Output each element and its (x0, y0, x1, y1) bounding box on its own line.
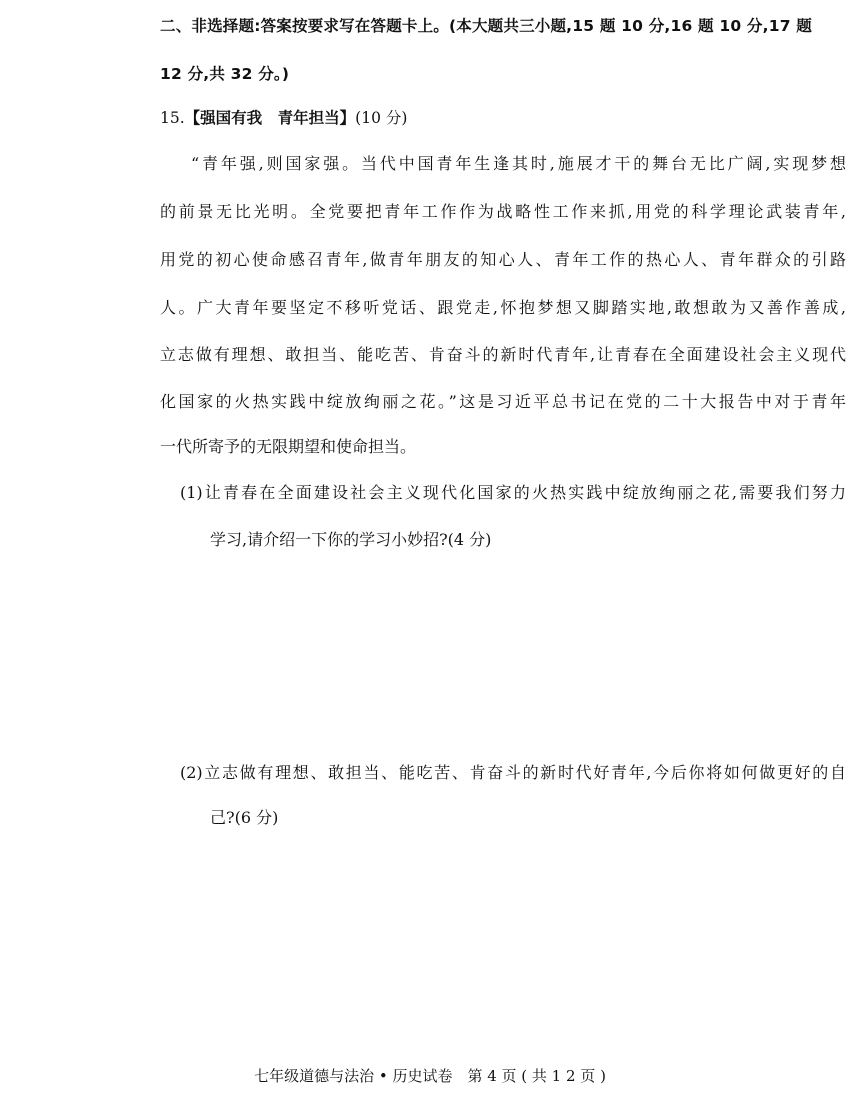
question-theme: 【强国有我 青年担当】 (184, 109, 356, 127)
passage-line: 立志做有理想、敢担当、能吃苦、肯奋斗的新时代青年,让青春在全面建设社会主义现代 (160, 345, 846, 364)
question-points: (10 分) (355, 109, 408, 127)
sub-question-1-line-1: (1)让青春在全面建设社会主义现代化国家的火热实践中绽放绚丽之花,需要我们努力 (180, 483, 846, 502)
passage-line: 用党的初心使命感召青年,做青年朋友的知心人、青年工作的热心人、青年群众的引路 (160, 250, 846, 269)
passage-line: 化国家的火热实践中绽放绚丽之花。”这是习近平总书记在党的二十大报告中对于青年 (160, 392, 846, 411)
question-15-title (160, 108, 407, 128)
passage-line: 一代所寄予的无限期望和使命担当。 (160, 437, 417, 456)
sub-question-2-line-1: (2)立志做有理想、敢担当、能吃苦、肯奋斗的新时代好青年,今后你将如何做更好的自 (180, 763, 846, 782)
passage-line: “青年强,则国家强。当代中国青年生逢其时,施展才干的舞台无比广阔,实现梦想 (191, 154, 846, 173)
page-footer: 七年级道德与法治 • 历史试卷 第 4 页 ( 共 1 2 页 ) (254, 1067, 606, 1085)
question-number: 15. (160, 109, 185, 127)
passage-line: 的前景无比光明。全党要把青年工作作为战略性工作来抓,用党的科学理论武装青年, (160, 202, 846, 221)
section-heading-line-1: 二、非选择题:答案按要求写在答题卡上。(本大题共三小题,15 题 10 分,16 题 10 分,17 题 (160, 17, 812, 35)
passage-line: 人。广大青年要坚定不移听党话、跟党走,怀抱梦想又脚踏实地,敢想敢为又善作善成, (160, 298, 846, 317)
answer-space-1[interactable] (180, 560, 846, 740)
sub-question-2-line-2: 己?(6 分) (210, 808, 279, 827)
section-heading-line-2: 12 分,共 32 分。) (160, 65, 290, 83)
sub-question-1-line-2: 学习,请介绍一下你的学习小妙招?(4 分) (210, 530, 492, 549)
answer-space-2[interactable] (180, 840, 846, 1050)
